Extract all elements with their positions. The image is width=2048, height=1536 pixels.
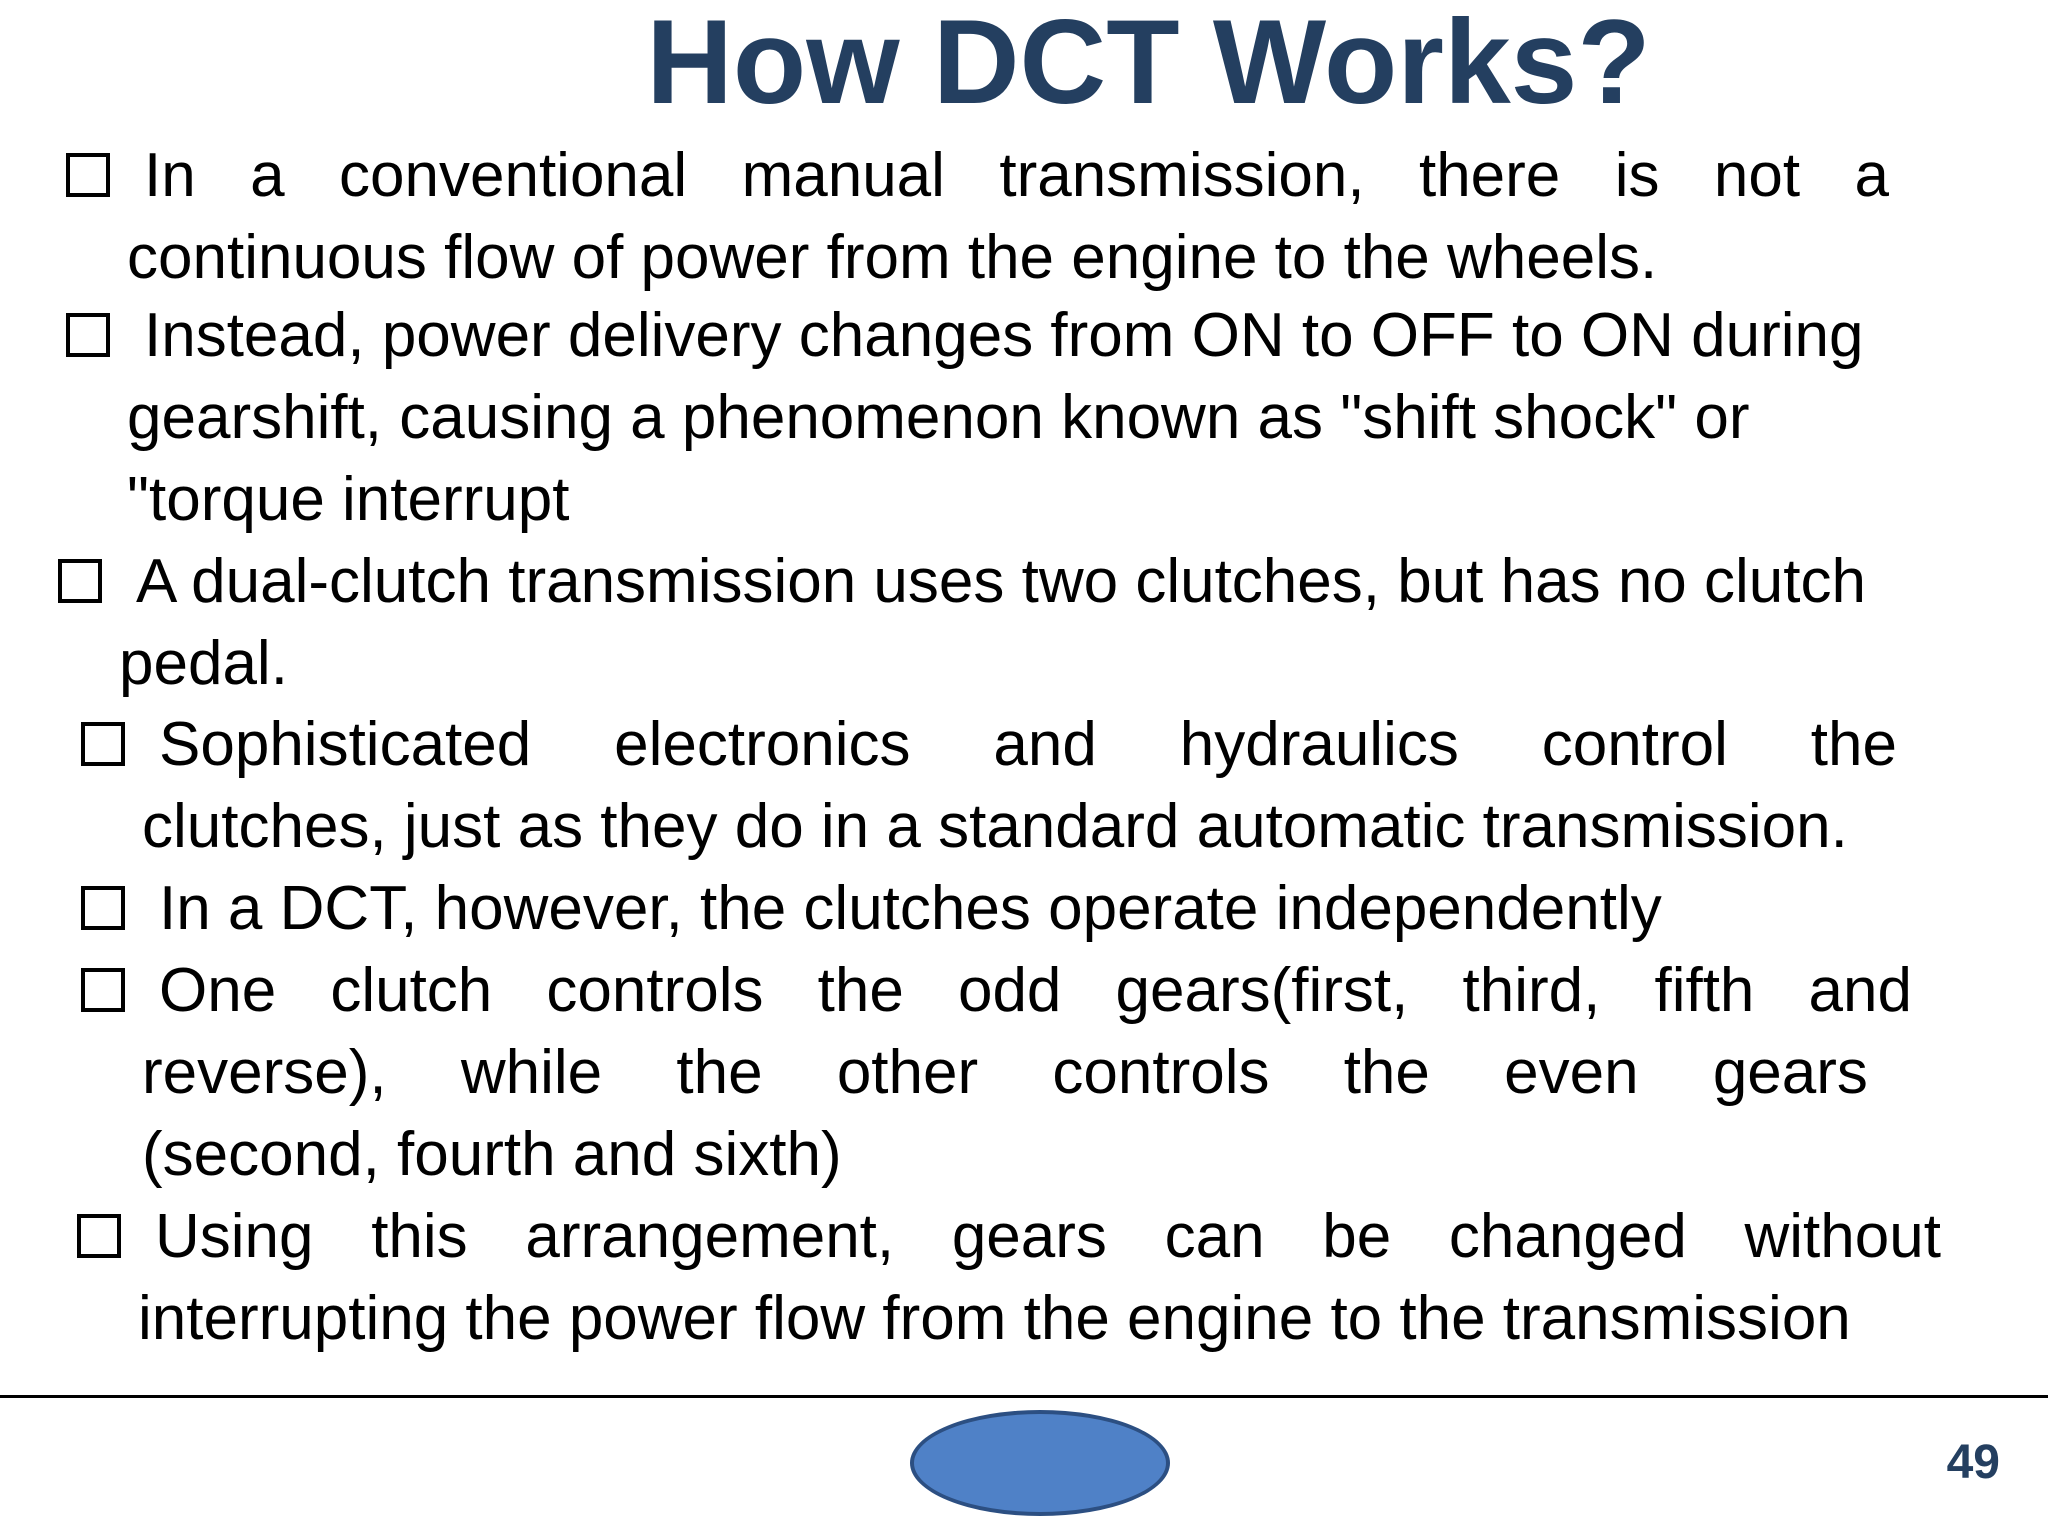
bullet-7-cont	[138, 1278, 2043, 1360]
word: transmission,	[999, 141, 1365, 210]
checkbox-icon	[81, 722, 125, 766]
bullet-4-line-1	[159, 704, 1897, 786]
word: not	[1713, 141, 1801, 210]
bullet-7-line-1	[155, 1196, 1941, 1278]
bullet-2-cont	[127, 377, 1927, 459]
bullet-2-cont-2	[127, 459, 2038, 541]
word: odd	[957, 956, 1062, 1025]
word: and	[1808, 956, 1912, 1025]
word: gears	[951, 1202, 1107, 1271]
word: conventional	[339, 141, 688, 210]
oval-shape	[910, 1410, 1170, 1516]
word: controls	[1052, 1038, 1270, 1107]
word: gears(first,	[1115, 956, 1409, 1025]
bullet-3-cont	[119, 623, 1919, 705]
bullet-6	[159, 950, 1912, 1032]
word: fifth	[1654, 956, 1755, 1025]
bullet-7	[155, 1196, 1941, 1278]
word: other	[836, 1038, 979, 1107]
bullet-2-line-2: gearshift, causing a phenomenon known as "shift shock" or	[127, 383, 1750, 452]
checkbox-icon	[66, 153, 110, 197]
bullet-3-line-2: pedal.	[119, 629, 288, 698]
word: reverse),	[142, 1038, 387, 1107]
word: electronics	[614, 710, 911, 779]
bullet-5-line-1: In a DCT, however, the clutches operate independently	[159, 874, 1662, 943]
word: this	[371, 1202, 468, 1271]
word: changed	[1448, 1202, 1687, 1271]
word: manual	[741, 141, 945, 210]
checkbox-icon	[66, 313, 110, 357]
word: and	[993, 710, 1097, 779]
bullet-6-line-1	[159, 950, 1912, 1032]
checkbox-icon	[81, 968, 125, 1012]
bullet-6-cont-2	[142, 1114, 1942, 1196]
bullet-6-line-2	[142, 1032, 1868, 1114]
bullet-2-line-3: "torque interrupt	[127, 465, 570, 534]
bullet-1-cont	[127, 217, 1927, 299]
checkbox-icon	[77, 1214, 121, 1258]
word: there	[1418, 141, 1561, 210]
word: In	[144, 141, 196, 210]
word: a	[1854, 141, 1889, 210]
bullet-1-line-2: continuous flow of power from the engine to the wheels.	[127, 223, 1658, 292]
bullet-4-line-2: clutches, just as they do in a standard automatic transmission.	[142, 792, 1848, 861]
slide-title: How DCT Works?	[646, 0, 1651, 129]
bullet-7-line-2: interrupting the power flow from the engine to the transmission	[138, 1284, 1851, 1353]
page-number: 49	[1946, 1436, 2000, 1489]
bullet-4-cont	[142, 786, 2042, 868]
word: hydraulics	[1179, 710, 1459, 779]
word: the	[676, 1038, 763, 1107]
bullet-6-line-3: (second, fourth and sixth)	[142, 1120, 842, 1189]
footer-divider	[0, 1395, 2048, 1398]
checkbox-icon	[81, 886, 125, 930]
word: even	[1504, 1038, 1639, 1107]
bullet-2-line-1: Instead, power delivery changes from ON to OFF to ON during	[144, 301, 1864, 370]
word: Sophisticated	[159, 710, 532, 779]
word: the	[1810, 710, 1897, 779]
word: gears	[1712, 1038, 1868, 1107]
word: controls	[546, 956, 764, 1025]
bullet-1	[144, 135, 1889, 217]
word: One	[159, 956, 277, 1025]
word: the	[817, 956, 904, 1025]
bullet-4	[159, 704, 1897, 786]
word: control	[1541, 710, 1728, 779]
word: arrangement,	[525, 1202, 895, 1271]
word: Using	[155, 1202, 314, 1271]
bullet-3	[136, 541, 2041, 623]
bullet-1-line-1	[144, 135, 1889, 217]
bullet-5	[159, 868, 1959, 950]
word: while	[460, 1038, 603, 1107]
word: clutch	[330, 956, 493, 1025]
word: without	[1744, 1202, 1941, 1271]
word: is	[1614, 141, 1660, 210]
word: be	[1322, 1202, 1392, 1271]
bullet-3-line-1: A dual-clutch transmission uses two clutches, but has no clutch	[136, 547, 1866, 616]
bullet-6-cont	[142, 1032, 1868, 1114]
word: third,	[1462, 956, 1601, 1025]
word: a	[250, 141, 285, 210]
bullet-2	[144, 295, 2044, 377]
checkbox-icon	[58, 559, 102, 603]
word: can	[1164, 1202, 1265, 1271]
word: the	[1343, 1038, 1430, 1107]
